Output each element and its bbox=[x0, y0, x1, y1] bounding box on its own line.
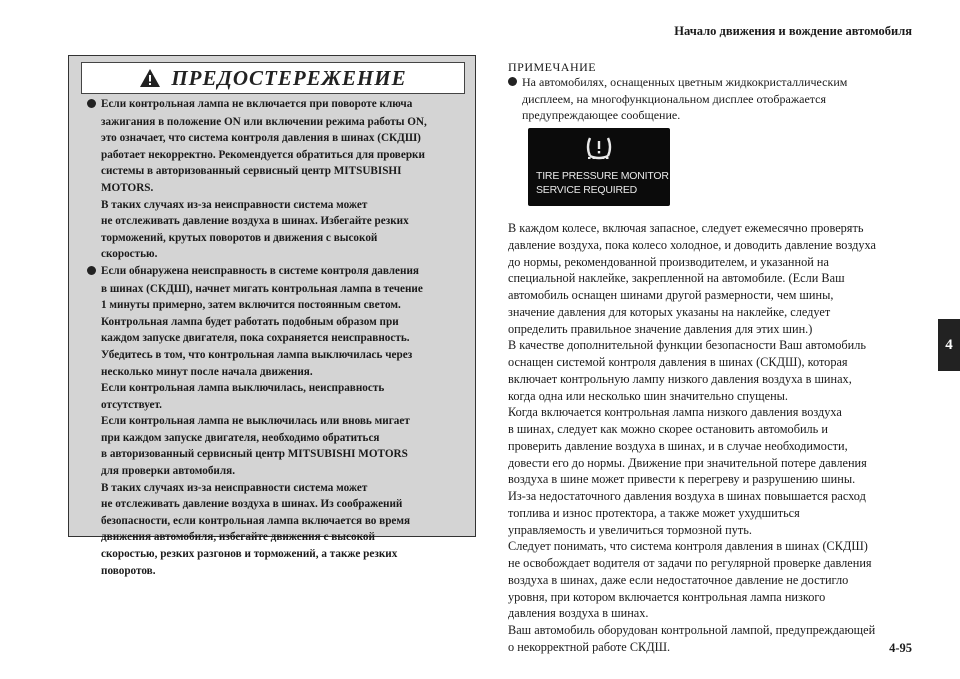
warning-line-text: каждом запуске двигателя, пока сохраняется неисправность. bbox=[101, 332, 410, 345]
bullet-slot bbox=[87, 180, 101, 197]
bullet-slot bbox=[87, 496, 101, 513]
warning-title-bar bbox=[81, 62, 465, 94]
warning-line-text: это означает, что система контроля давления в шинах (СКДШ) bbox=[101, 132, 421, 145]
warning-line bbox=[87, 397, 467, 414]
warning-line-text: MOTORS. bbox=[101, 181, 154, 194]
bullet-slot bbox=[87, 130, 101, 147]
warning-line-text: не отслеживать давление воздуха в шинах. Из соображений bbox=[101, 498, 403, 511]
warning-line bbox=[87, 529, 467, 546]
warning-line-text: в шинах (СКДШ), начнет мигать контрольная лампа в течение bbox=[101, 282, 423, 295]
warning-line bbox=[87, 130, 467, 147]
body-line: В каждом колесе, включая запасное, следует ежемесячно проверять bbox=[508, 221, 864, 235]
warning-title: ПРЕДОСТЕРЕЖЕНИЕ bbox=[171, 65, 407, 90]
bullet-icon bbox=[87, 99, 96, 108]
warning-line bbox=[87, 380, 467, 397]
body-line: В качестве дополнительной функции безопасности Ваш автомобиль bbox=[508, 338, 866, 353]
body-line: давления воздуха в шинах. bbox=[508, 606, 649, 621]
note-line bbox=[508, 107, 847, 124]
warning-line bbox=[87, 563, 467, 580]
bullet-slot bbox=[87, 197, 101, 214]
body-line: когда одна или несколько шин значительно спущены. bbox=[508, 388, 788, 403]
warning-line bbox=[87, 463, 467, 480]
warning-line bbox=[87, 413, 467, 430]
note-line bbox=[508, 74, 847, 91]
body-line: о некорректной работе СКДШ. bbox=[508, 639, 671, 654]
body-line: в шинах, следует как можно скорее остановить автомобиль и bbox=[508, 422, 828, 436]
bullet-slot bbox=[87, 246, 101, 263]
warning-line bbox=[87, 147, 467, 164]
warning-line bbox=[87, 281, 467, 298]
bullet-slot bbox=[508, 74, 522, 91]
note-line-text: На автомобилях, оснащенных цветным жидкокристаллическим bbox=[522, 75, 848, 89]
warning-line bbox=[87, 263, 467, 281]
warning-line-text: скоростью, резких разгонов и торможений, а также резких bbox=[101, 548, 398, 561]
body-line: не освобождает водителя от задачи по регулярной проверке давления bbox=[508, 556, 872, 570]
note-line-text: дисплеем, на многофункциональном дисплее отображается bbox=[522, 91, 827, 106]
bullet-slot bbox=[87, 147, 101, 164]
warning-line bbox=[87, 364, 467, 381]
warning-line bbox=[87, 513, 467, 530]
page-header: Начало движения и вождение автомобиля bbox=[674, 24, 912, 38]
bullet-slot bbox=[87, 413, 101, 430]
warning-box bbox=[68, 55, 476, 577]
warning-line-text: 1 минуты примерно, затем включится постоянным светом. bbox=[101, 299, 401, 312]
body-line: уровня, при котором включается контрольная лампа низкого bbox=[508, 589, 826, 604]
display-line-2: SERVICE REQUIRED bbox=[536, 184, 638, 196]
bullet-slot bbox=[87, 230, 101, 247]
warning-text bbox=[87, 96, 467, 579]
bullet-slot bbox=[87, 529, 101, 546]
warning-line bbox=[87, 114, 467, 131]
warning-line-text: Если контрольная лампа не включается при повороте ключа bbox=[101, 98, 413, 110]
warning-line bbox=[87, 180, 467, 197]
warning-line-text: в авторизованный сервисный центр MITSUBISHI MOTORS bbox=[101, 448, 408, 461]
warning-line bbox=[87, 213, 467, 230]
body-line: включает контрольную лампу низкого давления воздуха в шинах, bbox=[508, 371, 852, 386]
bullet-slot bbox=[87, 397, 101, 414]
warning-line bbox=[87, 246, 467, 263]
body-line: Когда включается контрольная лампа низкого давления воздуха bbox=[508, 405, 842, 420]
bullet-slot bbox=[87, 446, 101, 463]
bullet-slot bbox=[87, 114, 101, 131]
warning-line bbox=[87, 197, 467, 214]
body-line: воздуха в шинах, даже если недостаточное давление не достигло bbox=[508, 572, 849, 587]
body-line: топлива и износ протектора, а также может ухудшиться bbox=[508, 505, 800, 520]
body-line: Следует понимать, что система контроля давления в шинах (СКДШ) bbox=[508, 539, 868, 554]
body-line: оснащен системой контроля давления в шинах (СКДШ), которая bbox=[508, 355, 848, 369]
warning-line bbox=[87, 314, 467, 331]
body-line: управляемость и увеличиться тормозной путь. bbox=[508, 522, 752, 537]
bullet-slot bbox=[87, 281, 101, 298]
body-line: специальной наклейке, закрепленной на автомобиле. (Если Ваш bbox=[508, 271, 845, 286]
warning-line bbox=[87, 297, 467, 314]
body-line: воздуха в шине может привести к перегреву и разрушению шины. bbox=[508, 472, 856, 487]
body-text bbox=[508, 220, 876, 656]
bullet-slot bbox=[87, 163, 101, 180]
bullet-slot bbox=[87, 364, 101, 381]
warning-line-text: Если контрольная лампа не выключилась или вновь мигает bbox=[101, 415, 410, 428]
note-line-text: предупреждающее сообщение. bbox=[522, 108, 681, 122]
body-line: Из-за недостаточного давления воздуха в шинах повышается расход bbox=[508, 489, 866, 503]
body-line: Ваш автомобиль оборудован контрольной лампой, предупреждающей bbox=[508, 623, 876, 637]
display-line-1: TIRE PRESSURE MONITOR bbox=[536, 170, 669, 182]
bullet-slot bbox=[87, 314, 101, 331]
bullet-icon bbox=[508, 77, 517, 86]
bullet-slot bbox=[508, 91, 522, 108]
warning-line bbox=[87, 496, 467, 513]
body-line: довести его до нормы. Движение при значительной потере давления bbox=[508, 455, 867, 470]
page-number: 4-95 bbox=[889, 641, 912, 655]
warning-line-text: несколько минут после начала движения. bbox=[101, 365, 313, 378]
bullet-slot bbox=[87, 330, 101, 347]
warning-line-text: В таких случаях из-за неисправности система может bbox=[101, 198, 368, 211]
warning-line bbox=[87, 330, 467, 347]
warning-line bbox=[87, 480, 467, 497]
body-line: определить правильное значение давления для этих шин.) bbox=[508, 321, 813, 336]
warning-line bbox=[87, 347, 467, 364]
warning-line-text: не отслеживать давление воздуха в шинах. Избегайте резких bbox=[101, 215, 409, 228]
warning-line-text: поворотов. bbox=[101, 564, 156, 577]
warning-line-text: движения автомобиля, избегайте движения с высокой bbox=[101, 531, 375, 544]
warning-line-text: торможений, крутых поворотов и движения с высокой bbox=[101, 231, 378, 244]
warning-triangle-icon bbox=[139, 68, 161, 88]
warning-line-text: Если контрольная лампа выключилась, неисправность bbox=[101, 382, 385, 395]
warning-line-text: Контрольная лампа будет работать подобным образом при bbox=[101, 315, 399, 328]
warning-line-text: В таких случаях из-за неисправности система может bbox=[101, 481, 368, 494]
bullet-slot bbox=[87, 380, 101, 397]
warning-line bbox=[87, 446, 467, 463]
bullet-slot bbox=[87, 480, 101, 497]
bullet-slot bbox=[87, 463, 101, 480]
note-heading: ПРИМЕЧАНИЕ bbox=[508, 60, 597, 74]
body-line: давление воздуха, пока колесо холодное, и доводить давление воздуха bbox=[508, 237, 876, 252]
warning-line bbox=[87, 96, 467, 114]
bullet-slot bbox=[87, 213, 101, 230]
warning-line-text: Убедитесь в том, что контрольная лампа выключилась через bbox=[101, 348, 413, 361]
warning-line-text: Если обнаружена неисправность в системе контроля давления bbox=[101, 264, 419, 277]
body-line: автомобиль оснащен шинами другой размерности, чем шины, bbox=[508, 288, 834, 302]
bullet-slot bbox=[87, 563, 101, 580]
body-line: до нормы, рекомендованной производителем, и указанной на bbox=[508, 254, 829, 269]
display-image bbox=[528, 128, 670, 206]
warning-line bbox=[87, 163, 467, 180]
warning-line-text: безопасности, если контрольная лампа включается во время bbox=[101, 514, 411, 527]
bullet-slot bbox=[87, 513, 101, 530]
warning-line-text: при каждом запуске двигателя, необходимо обратиться bbox=[101, 431, 380, 444]
chapter-tab bbox=[938, 319, 960, 371]
bullet-slot bbox=[87, 263, 101, 281]
warning-line-text: работает некорректно. Рекомендуется обратиться для проверки bbox=[101, 148, 425, 161]
body-line: проверить давление воздуха в шинах, и в случае необходимости, bbox=[508, 438, 848, 453]
bullet-slot bbox=[508, 107, 522, 124]
warning-line-text: системы в авторизованный сервисный центр MITSUBISHI bbox=[101, 165, 402, 178]
bullet-slot bbox=[87, 297, 101, 314]
bullet-icon bbox=[87, 266, 96, 275]
bullet-slot bbox=[87, 347, 101, 364]
warning-line-text: отсутствует. bbox=[101, 398, 162, 411]
bullet-slot bbox=[87, 546, 101, 563]
chapter-tab-label: 4 bbox=[945, 336, 953, 353]
warning-line bbox=[87, 546, 467, 563]
warning-line-text: зажигания в положение ON или включении режима работы ON, bbox=[101, 115, 427, 128]
warning-line-text: скоростью. bbox=[101, 248, 158, 261]
bullet-slot bbox=[87, 96, 101, 114]
warning-line bbox=[87, 230, 467, 247]
note-text bbox=[508, 74, 847, 124]
body-line: значение давления для которых указаны на наклейке, следует bbox=[508, 304, 831, 319]
bullet-slot bbox=[87, 430, 101, 447]
warning-line-text: для проверки автомобиля. bbox=[101, 465, 236, 478]
note-line bbox=[508, 91, 847, 108]
warning-line bbox=[87, 430, 467, 447]
tire-pressure-warning-icon bbox=[584, 134, 614, 162]
